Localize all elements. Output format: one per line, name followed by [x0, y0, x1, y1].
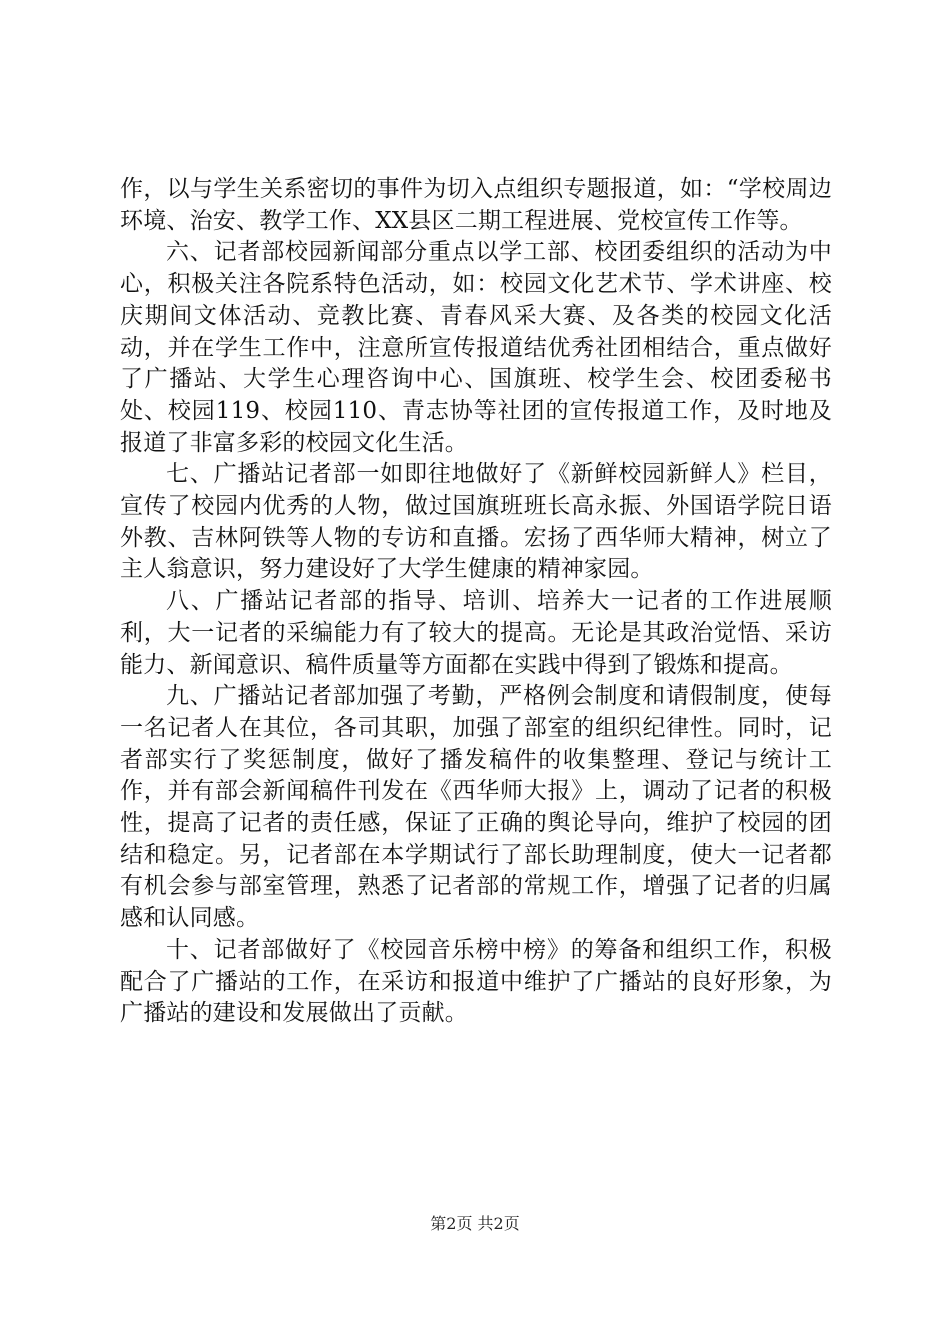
document-body: [120, 174, 832, 1030]
paragraph-item-6: 六、记者部校园新闻部分重点以学工部、校团委组织的活动为中心，积极关注各院系特色活动，如：校园文化艺术节、学术讲座、校庆期间文体活动、竞教比赛、青春风采大赛、及各类的校园文化活动，并在学生工作中，注意所宣传报道结优秀社团相结合，重点做好了广播站、大学生心理咨询中心、国旗班、校学生会、校团委秘书处、校园119、校园110、青志协等社团的宣传报道工作，及时地及报道了非富多彩的校园文化生活。: [120, 239, 832, 456]
page-number-footer: 第2页 共2页: [430, 1214, 520, 1233]
paragraph-continuation: 作，以与学生关系密切的事件为切入点组织专题报道，如：“学校周边环境、治安、教学工作、XX县区二期工程进展、党校宣传工作等。: [120, 176, 832, 234]
paragraph-item-7: 七、广播站记者部一如即往地做好了《新鲜校园新鲜人》栏目，宣传了校园内优秀的人物，做过国旗班班长高永振、外国语学院日语外教、吉林阿铁等人物的专访和直播。宏扬了西华师大精神，树立了主人翁意识，努力建设好了大学生健康的精神家园。: [120, 461, 832, 583]
paragraph-item-9: 九、广播站记者部加强了考勤，严格例会制度和请假制度，使每一名记者人在其位，各司其职，加强了部室的组织纪律性。同时，记者部实行了奖惩制度，做好了播发稿件的收集整理、登记与统计工作，并有部会新闻稿件刊发在《西华师大报》上，调动了记者的积极性，提高了记者的责任感，保证了正确的舆论导向，维护了校园的团结和稳定。另，记者部在本学期试行了部长助理制度，使大一记者都有机会参与部室管理，熟悉了记者部的常规工作，增强了记者的归属感和认同感。: [120, 683, 832, 932]
paragraph-item-10: 十、记者部做好了《校园音乐榜中榜》的筹备和组织工作，积极配合了广播站的工作，在采访和报道中维护了广播站的良好形象，为广播站的建设和发展做出了贡献。: [120, 936, 832, 1027]
paragraph-item-8: 八、广播站记者部的指导、培训、培养大一记者的工作进展顺利，大一记者的采编能力有了较大的提高。无论是其政治觉悟、采访能力、新闻意识、稿件质量等方面都在实践中得到了锻炼和提高。: [120, 588, 832, 678]
